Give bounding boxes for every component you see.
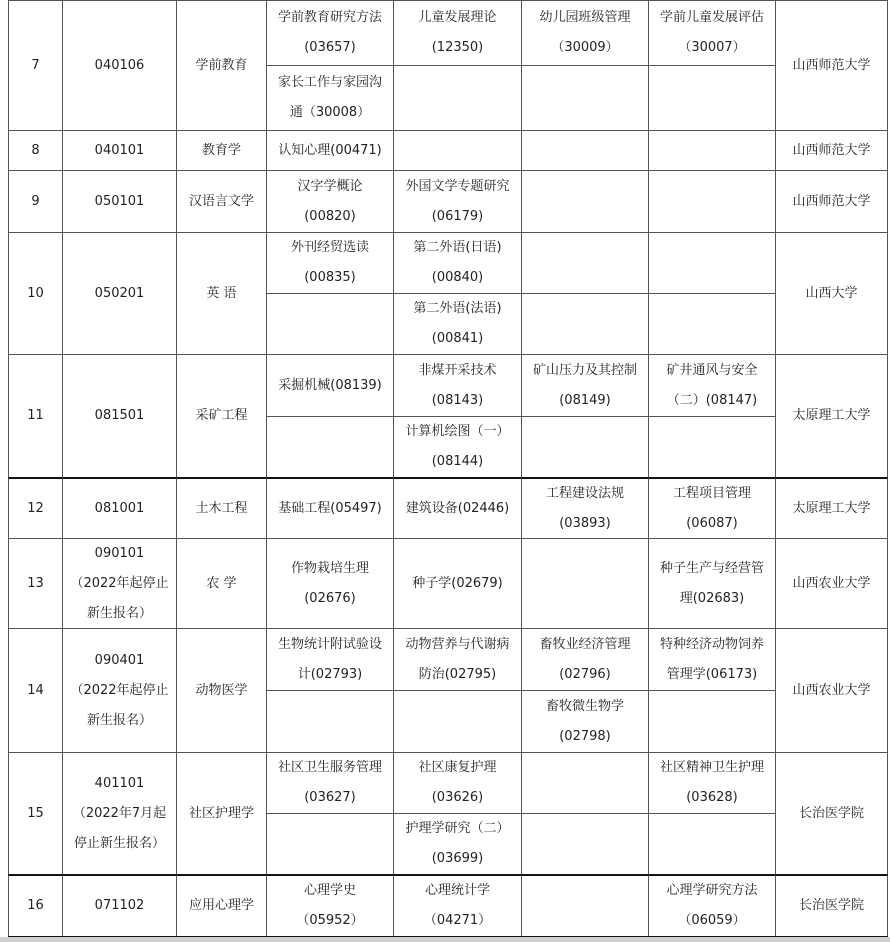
cell-course [648,813,775,874]
cell-course [266,874,393,936]
cell-no [8,170,62,232]
cell-course [393,416,521,477]
cell-code-text: 040106 [94,57,145,73]
cell-major [176,538,266,628]
cell-major [176,477,266,538]
cell-course [266,354,393,416]
cell-no-text: 8 [31,142,40,158]
cell-no [8,874,62,936]
cell-course [648,690,775,752]
cell-code-text: 090101 （2022年起停止 新生报名） [70,545,169,621]
cell-course [648,477,775,538]
cell-course [648,416,775,477]
cell-school-text: 长治医学院 [798,805,864,821]
cell-course [521,0,648,65]
cell-code-text: 050101 [94,193,145,209]
cell-course [521,477,648,538]
cell-course [266,813,393,874]
cell-school [775,874,888,936]
cell-course-text: 心理学史 （05952） [296,883,364,928]
cell-course-text: 作物栽培生理 (02676) [290,560,369,606]
cell-course [266,0,393,65]
cell-course-text: 畜牧业经济管理 (02796) [539,636,631,682]
cell-school [775,130,888,170]
cell-course-text: 家长工作与家园沟 通（30008） [277,75,382,120]
cell-major-text: 应用心理学 [188,898,254,913]
cell-course [521,416,648,477]
cell-no [8,354,62,477]
cell-course-text: 社区精神卫生护理 (03628) [659,760,764,805]
cell-course [521,813,648,874]
cell-course-text: 第二外语(法语) (00841) [413,301,502,346]
cell-course-text: 学前儿童发展评估 （30007） [659,10,764,55]
cell-course [393,293,521,354]
cell-major-text: 学前教育 [195,57,248,73]
cell-no-text: 16 [27,898,44,913]
cell-course [266,477,393,538]
cell-code [62,232,176,354]
cell-school-text: 太原理工大学 [792,500,871,516]
cell-code [62,874,176,936]
cell-course-text: 建筑设备(02446) [405,500,510,516]
cell-course-text: 外国文学专题研究 (06179) [405,178,510,224]
cell-code [62,538,176,628]
cell-course [648,65,775,130]
cell-course [521,232,648,293]
cell-course-text: 心理统计学 （04271） [423,883,492,928]
cell-course [521,874,648,936]
cell-no-text: 10 [27,285,44,301]
cell-course-text: 基础工程(05497) [278,500,382,516]
cell-major [176,170,266,232]
cell-school-text: 山西师范大学 [792,193,871,209]
cell-course [521,690,648,752]
cell-school [775,628,888,752]
cell-major-text: 采矿工程 [195,408,248,423]
cell-course-text: 矿井通风与安全 （二）(08147) [666,362,758,408]
cell-code [62,477,176,538]
cell-code-text: 071102 [94,898,145,913]
cell-course [648,538,775,628]
cell-course [266,170,393,232]
cell-school [775,538,888,628]
cell-course-text: 学前教育研究方法 (03657) [277,10,382,55]
cell-course-text: 特种经济动物饲养 管理学(06173) [659,636,764,682]
cell-code-text: 401101 （2022年7月起 停止新生报名） [72,775,167,851]
cell-no [8,477,62,538]
cell-course [393,130,521,170]
cell-course-text: 计算机绘图（一） (08144) [405,424,510,469]
cell-major [176,354,266,477]
cell-major-text: 教育学 [201,142,241,158]
cell-course [648,170,775,232]
cell-major [176,232,266,354]
cell-major [176,752,266,874]
bottom-scroll-strip [0,937,890,942]
cell-course-text: 认知心理(00471) [278,142,382,158]
cell-code [62,752,176,874]
cell-no [8,628,62,752]
cell-course [266,628,393,690]
cell-course-text: 幼儿园班级管理 （30009） [539,10,631,55]
cell-course-text: 生物统计附试验设 计(02793) [277,636,382,682]
cell-no-text: 9 [31,193,40,209]
cell-major [176,628,266,752]
cell-course-text: 社区卫生服务管理 (03627) [277,760,382,805]
cell-course [521,752,648,813]
cell-code-text: 081501 [94,408,145,423]
cell-course-text: 心理学研究方法 （06059） [666,883,758,928]
cell-school [775,477,888,538]
cell-school-text: 山西农业大学 [792,682,871,698]
cell-no [8,538,62,628]
cell-course [521,130,648,170]
cell-course [393,628,521,690]
cell-school-text: 山西师范大学 [792,142,871,158]
cell-school [775,354,888,477]
cell-course [648,752,775,813]
cell-course [266,690,393,752]
cell-course-text: 第二外语(日语) (00840) [413,240,502,285]
cell-course [266,130,393,170]
cell-code [62,354,176,477]
cell-major-text: 动物医学 [195,682,248,698]
cell-course [393,170,521,232]
cell-course-text: 儿童发展理论 (12350) [418,10,497,55]
cell-course-text: 外刊经贸选读 (00835) [290,240,369,285]
cell-course [266,65,393,130]
cell-course-text: 种子生产与经营管 理(02683) [659,560,764,606]
cell-code-text: 050201 [94,285,145,301]
cell-course-text: 动物营养与代谢病 防治(02795) [405,636,510,682]
cell-code [62,170,176,232]
cell-school-text: 山西师范大学 [792,57,871,73]
cell-no [8,130,62,170]
cell-course [648,232,775,293]
cell-course [266,293,393,354]
cell-course [393,690,521,752]
cell-course [648,130,775,170]
cell-course [393,477,521,538]
cell-course [393,354,521,416]
cell-course [648,293,775,354]
cell-course-text: 工程项目管理 (06087) [672,485,751,531]
cell-course [521,65,648,130]
cell-course [393,874,521,936]
cell-course [521,628,648,690]
cell-course [648,0,775,65]
cell-course-text: 社区康复护理 (03626) [418,760,497,805]
cell-course [266,416,393,477]
cell-code-text: 081001 [94,500,145,516]
cell-no-text: 15 [27,805,44,821]
cell-code [62,130,176,170]
cell-major [176,130,266,170]
cell-course [648,628,775,690]
cell-code [62,0,176,130]
cell-no [8,752,62,874]
cell-school [775,170,888,232]
cell-course [521,293,648,354]
cell-school-text: 山西大学 [805,285,858,301]
cell-course [393,813,521,874]
cell-school [775,232,888,354]
cell-course-text: 汉字学概论 (00820) [297,178,363,224]
cell-no-text: 12 [27,500,44,516]
cell-course [521,538,648,628]
cell-school-text: 山西农业大学 [792,575,871,591]
cell-no-text: 14 [27,682,44,698]
cell-course [393,538,521,628]
cell-course [648,874,775,936]
cell-code-text: 090401 （2022年起停止 新生报名） [70,652,169,728]
cell-course [521,354,648,416]
cell-school [775,752,888,874]
cell-course-text: 种子学(02679) [412,575,503,591]
cell-course-text: 护理学研究（二） (03699) [405,821,510,866]
cell-course-text: 矿山压力及其控制 (08149) [532,362,637,408]
cell-school-text: 长治医学院 [798,898,864,913]
cell-course [266,232,393,293]
cell-major-text: 社区护理学 [188,805,254,821]
cell-code [62,628,176,752]
cell-course-text: 采掘机械(08139) [278,377,382,393]
cell-no-text: 11 [27,408,44,423]
cell-major-text: 土木工程 [195,500,248,516]
cell-major [176,874,266,936]
cell-major [176,0,266,130]
cell-course [521,170,648,232]
cell-no-text: 13 [27,575,44,591]
cell-course [393,232,521,293]
cell-school-text: 太原理工大学 [792,408,871,423]
cell-course [393,752,521,813]
cell-course [266,752,393,813]
cell-course [266,538,393,628]
cell-major-text: 农 学 [206,575,237,591]
cell-course [648,354,775,416]
cell-course-text: 畜牧微生物学 (02798) [545,698,624,744]
cell-major-text: 汉语言文学 [188,193,254,209]
cell-no-text: 7 [31,57,40,73]
cell-no [8,0,62,130]
cell-no [8,232,62,354]
cell-code-text: 040101 [94,142,145,158]
cell-course [393,0,521,65]
cell-major-text: 英 语 [206,285,237,301]
cell-school [775,0,888,130]
cell-course-text: 工程建设法规 (03893) [545,485,624,531]
cell-course-text: 非煤开采技术 (08143) [418,362,497,408]
cell-course [393,65,521,130]
